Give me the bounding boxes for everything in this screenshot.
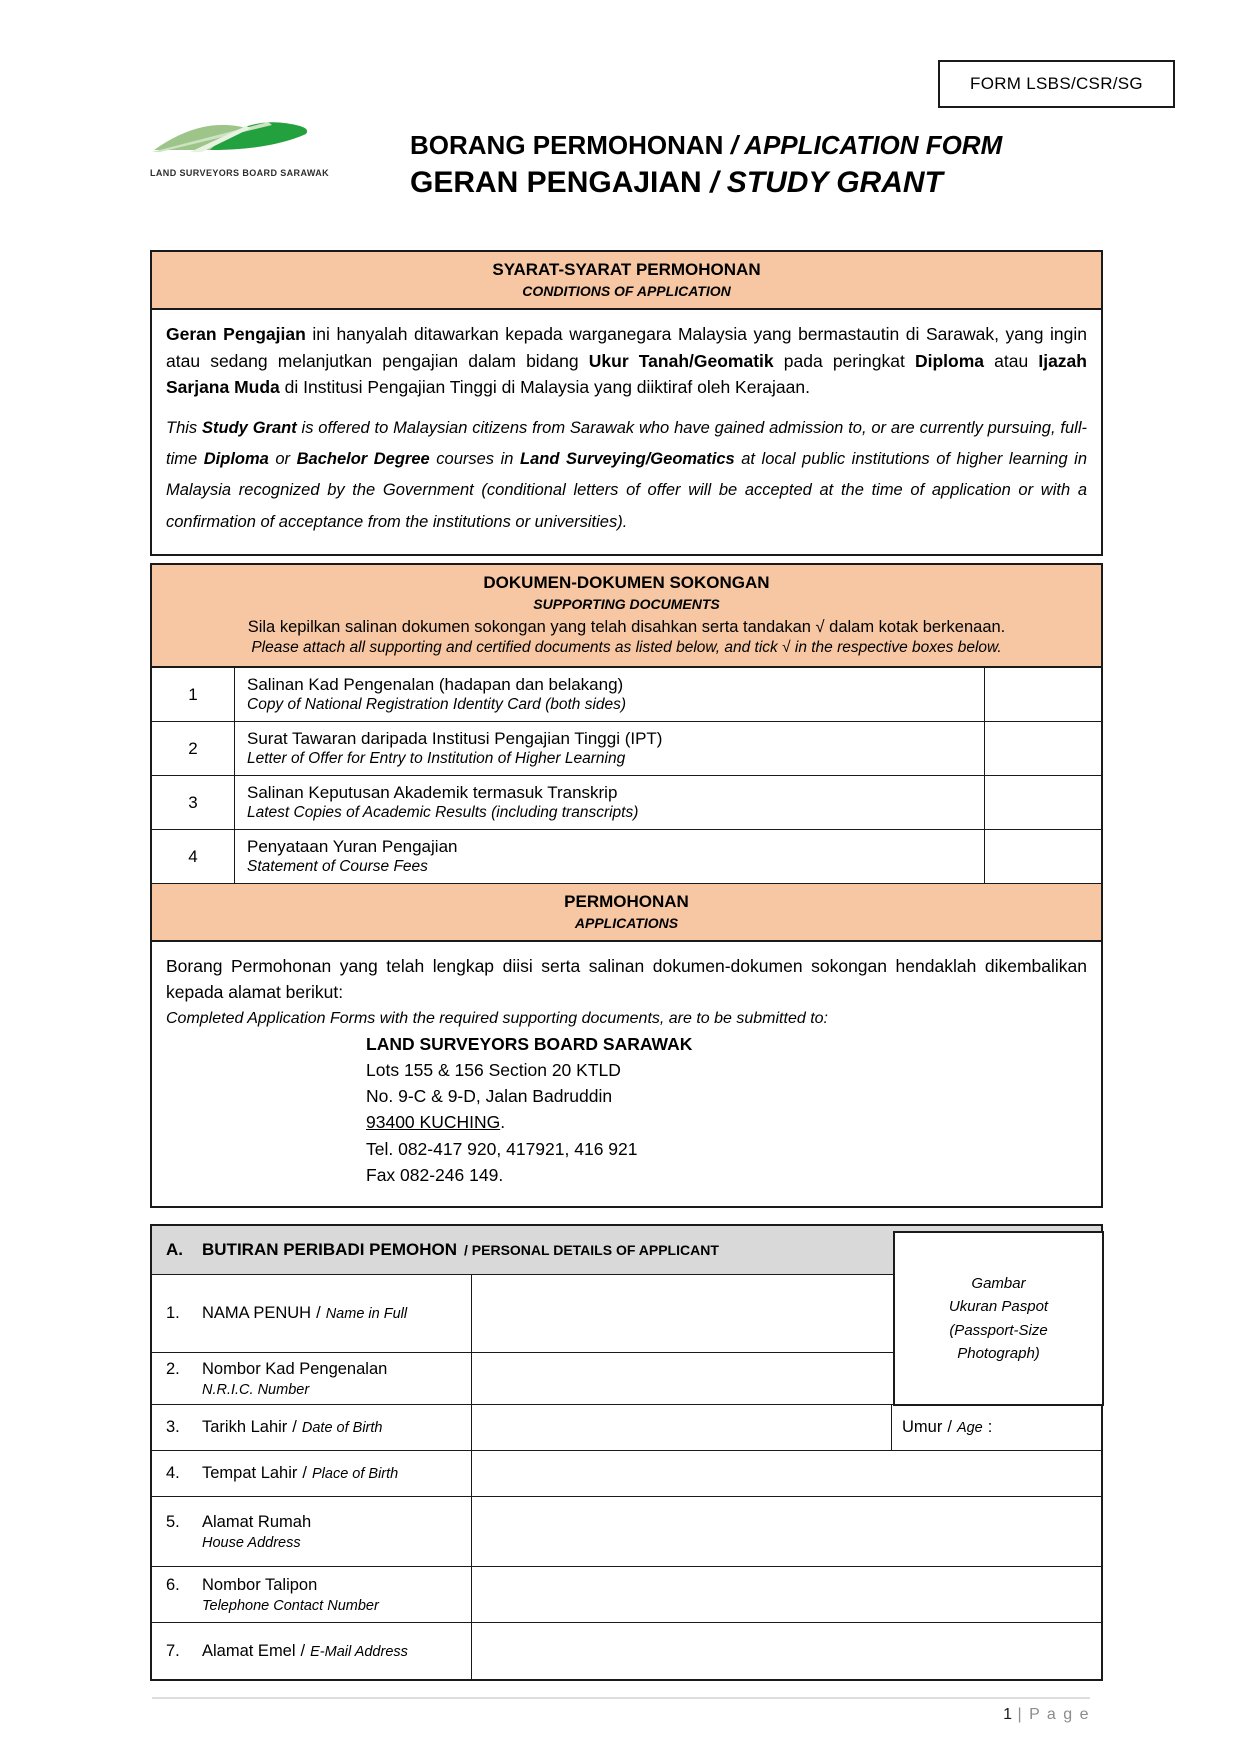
conditions-body: [152, 310, 1101, 554]
applications-instructions-en: Completed Application Forms with the required supporting documents, are to be submitted to:: [166, 1009, 828, 1027]
conditions-section: [150, 250, 1103, 556]
document-checkbox-1[interactable]: [984, 668, 1101, 721]
address-fax: Fax 082-246 149.: [366, 1164, 504, 1185]
address-line-1: Lots 155 & 156 Section 20 KTLD: [366, 1059, 621, 1080]
documents-note-en: Please attach all supporting and certified documents as listed below, and tick √ in the respective boxes below.: [251, 639, 1002, 657]
address-city-line: 93400 KUCHING.: [366, 1112, 506, 1133]
address-org-name: LAND SURVEYORS BOARD SARAWAK: [366, 1033, 693, 1054]
documents-section: [150, 563, 1103, 1208]
page-number: 1 | P a g e: [1003, 1706, 1090, 1723]
document-item-number: 3: [152, 776, 235, 829]
form-row-place-of-birth: 4. Tempat Lahir / Place of Birth: [152, 1451, 1101, 1497]
document-item-row: [152, 776, 1101, 830]
conditions-paragraph-ms: Geran Pengajian ini hanyalah ditawarkan kepada warganegara Malaysia yang bermastautin di Sarawak, yang ingin atau sedang melanjutkan pengajian dalam bidang Ukur Tanah/Geomatik pada peringkat Diploma atau Ijazah Sarjana Muda di Institusi Pengajian Tinggi di Malaysia yang diiktiraf oleh Kerajaan.: [166, 324, 1087, 398]
land-surveyors-board-logo-icon: [150, 149, 322, 166]
applications-header-band: [152, 884, 1101, 942]
passport-photo-box: Gambar Ukuran Paspot (Passport-Size Photograph): [893, 1231, 1104, 1406]
document-title: [410, 130, 1002, 200]
field-value-place-of-birth[interactable]: [472, 1451, 1101, 1496]
form-code-box: [938, 60, 1175, 108]
applications-header-en: APPLICATIONS: [574, 915, 679, 932]
document-item-row: [152, 722, 1101, 776]
documents-header-ms: DOKUMEN-DOKUMEN SOKONGAN: [483, 573, 770, 593]
document-item-row: [152, 830, 1101, 884]
document-checkbox-3[interactable]: [984, 776, 1101, 829]
conditions-header-ms: SYARAT-SYARAT PERMOHONAN: [492, 260, 761, 279]
form-row-date-of-birth: 3. Tarikh Lahir / Date of Birth Umur / Age :: [152, 1405, 1101, 1451]
document-item-number: 4: [152, 830, 235, 883]
form-row-nama-penuh: 1. NAMA PENUH / Name in Full: [152, 1275, 1101, 1353]
section-a-label: A.: [166, 1240, 183, 1260]
footer-divider: [152, 1697, 1090, 1699]
logo-caption: LAND SURVEYORS BOARD SARAWAK: [150, 168, 330, 178]
conditions-header-band: [152, 252, 1101, 310]
address-line-2: No. 9-C & 9-D, Jalan Badruddin: [366, 1086, 613, 1107]
organization-logo: [150, 112, 330, 178]
document-item-row: [152, 668, 1101, 722]
conditions-header-en: CONDITIONS OF APPLICATION: [522, 283, 731, 299]
form-row-house-address: 5. Alamat Rumah House Address: [152, 1497, 1101, 1567]
form-row-email: 7. Alamat Emel / E-Mail Address: [152, 1623, 1101, 1679]
document-item-number: 2: [152, 722, 235, 775]
form-code-text: FORM LSBS/CSR/SG: [970, 74, 1143, 93]
section-a-title-ms: BUTIRAN PERIBADI PEMOHON: [202, 1240, 458, 1260]
document-item-description: Salinan Kad Pengenalan (hadapan dan belakang) Copy of National Registration Identity Card (both sides): [247, 675, 627, 714]
field-value-telephone[interactable]: [472, 1567, 1101, 1622]
document-item-description: Penyataan Yuran Pengajian Statement of Course Fees: [247, 837, 458, 876]
document-item-description: Salinan Keputusan Akademik termasuk Transkrip Latest Copies of Academic Results (including transcripts): [247, 783, 639, 822]
main-content: [150, 250, 1103, 1681]
document-checkbox-4[interactable]: [984, 830, 1101, 883]
document-checkbox-2[interactable]: [984, 722, 1101, 775]
form-row-telephone: 6. Nombor Talipon Telephone Contact Number: [152, 1567, 1101, 1623]
address-telephone: Tel. 082-417 920, 417921, 416 921: [366, 1138, 638, 1159]
section-a-title-en: / PERSONAL DETAILS OF APPLICANT: [464, 1242, 719, 1259]
field-value-date-of-birth[interactable]: [472, 1405, 892, 1450]
age-cell[interactable]: Umur / Age :: [902, 1418, 993, 1437]
section-a-personal-details: [150, 1224, 1103, 1681]
title-line-1: BORANG PERMOHONAN / APPLICATION FORM: [410, 130, 1003, 160]
field-value-email[interactable]: [472, 1623, 1101, 1679]
document-item-description: Surat Tawaran daripada Institusi Pengajian Tinggi (IPT) Letter of Offer for Entry to Institution of Higher Learning: [247, 729, 663, 768]
title-line-2: GERAN PENGAJIAN / STUDY GRANT: [410, 166, 943, 199]
submission-address: [366, 1031, 1087, 1189]
document-item-number: 1: [152, 668, 235, 721]
applications-body: [152, 942, 1101, 1206]
documents-header-band: [152, 565, 1101, 668]
field-value-house-address[interactable]: [472, 1497, 1101, 1566]
conditions-paragraph-en: This Study Grant is offered to Malaysian citizens from Sarawak who have gained admission to, or are currently pursuing, full-time Diploma or Bachelor Degree courses in Land Surveying/Geomatics at local public institutions of higher learning in Malaysia recognized by the Government (conditional letters of offer will be accepted at the time of application or with a confirmation of acceptance from the institutions or universities).: [166, 418, 1088, 531]
documents-note-ms: Sila kepilkan salinan dokumen sokongan yang telah disahkan serta tandakan √ dalam kotak berkenaan.: [247, 618, 1006, 637]
applications-header-ms: PERMOHONAN: [564, 892, 689, 912]
applications-instructions-ms: Borang Permohonan yang telah lengkap diisi serta salinan dokumen-dokumen sokongan hendaklah dikembalikan kepada alamat berikut:: [166, 956, 1087, 1003]
documents-header-en: SUPPORTING DOCUMENTS: [533, 596, 720, 613]
form-row-nric: 2. Nombor Kad Pengenalan N.R.I.C. Number: [152, 1353, 1101, 1405]
